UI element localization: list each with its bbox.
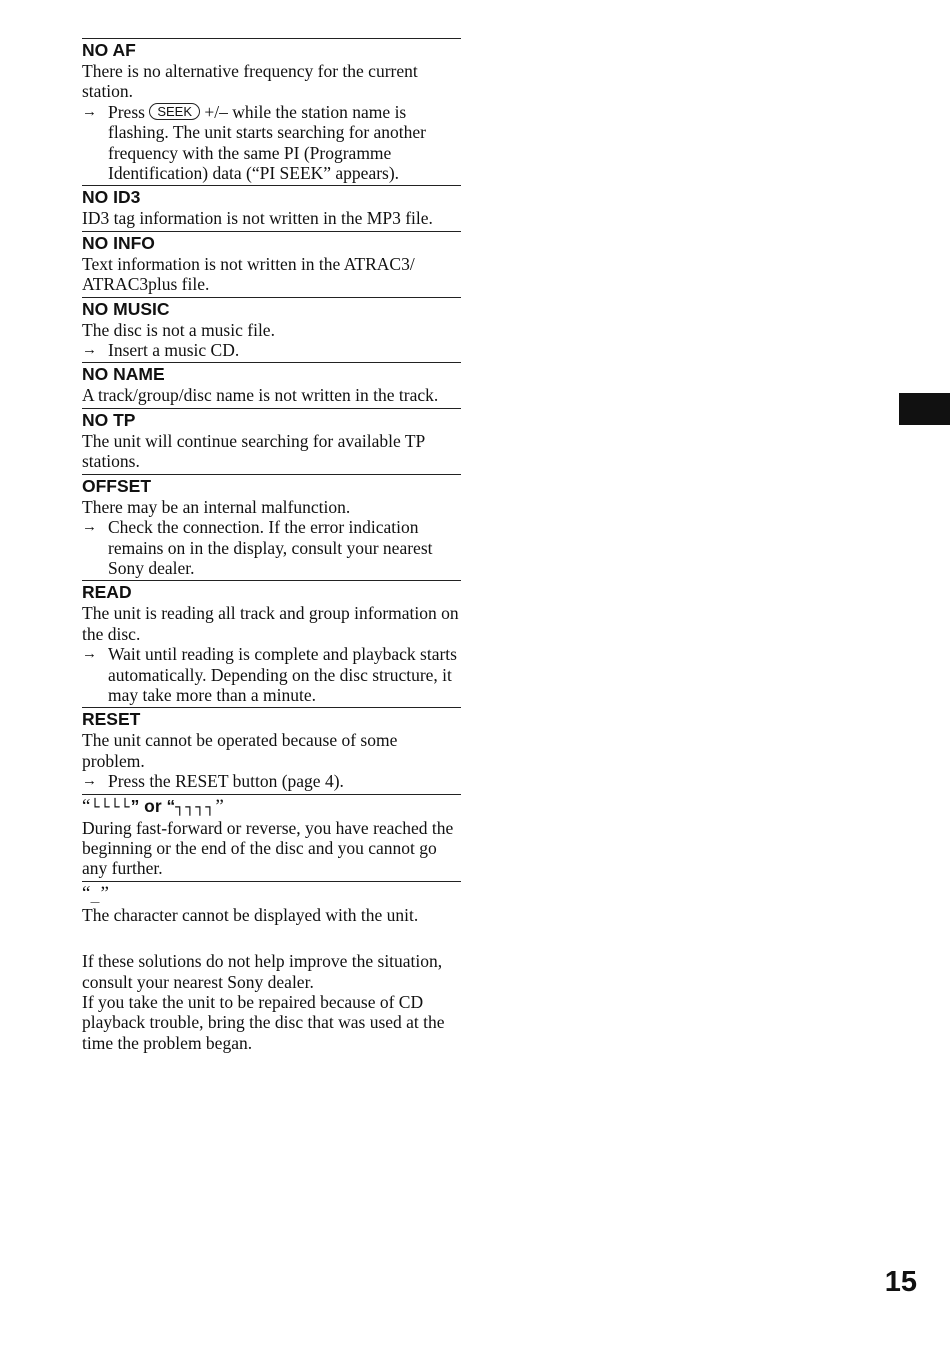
entry-read xyxy=(82,580,461,707)
quote-open: “ xyxy=(82,882,91,904)
quote-close: ” xyxy=(215,795,224,817)
remedy-text: +/– while the station name is flashing. The unit starts searching for another frequency with the same PI (Programme Identification) data (“PI SEEK” appears). xyxy=(108,101,426,184)
entry-description: The unit will continue searching for available TP stations. xyxy=(82,430,425,472)
heading-connector: ” or “ xyxy=(130,795,176,816)
section-tab-marker xyxy=(899,393,950,425)
entry-description: The disc is not a music file. xyxy=(82,319,275,340)
quote-open: “ xyxy=(82,795,91,817)
remedy-text: Insert a music CD. xyxy=(108,340,240,361)
remedy-text: Press the RESET button (page 4). xyxy=(108,771,344,792)
entry-no-af xyxy=(82,38,461,185)
entry-heading: NO ID3 xyxy=(82,187,141,208)
segment-display-glyphs: _ xyxy=(90,884,101,903)
entry-description: During fast-forward or reverse, you have reached the beginning or the end of the disc and you cannot go any further. xyxy=(82,817,454,879)
entry-heading xyxy=(82,883,461,905)
arrow-right-icon: → xyxy=(82,646,97,663)
entry-heading: NO NAME xyxy=(82,364,165,385)
troubleshooting-list xyxy=(82,38,461,1053)
entry-undisplayable-character xyxy=(82,881,461,927)
remedy-text: Press xyxy=(108,101,150,122)
seek-key-label: SEEK xyxy=(149,103,200,120)
entry-description: ID3 tag information is not written in the MP3 file. xyxy=(82,208,433,229)
segment-display-glyphs: ┐┐┐┐ xyxy=(175,797,216,816)
remedy-text: Check the connection. If the error indication remains on in the display, consult your nearest Sony dealer. xyxy=(108,517,433,578)
entry-description: Text information is not written in the ATRAC3/ ATRAC3plus file. xyxy=(82,253,415,295)
entry-remedy xyxy=(82,340,461,360)
entry-remedy xyxy=(82,517,461,578)
entry-heading: READ xyxy=(82,582,132,603)
entry-end-of-disc xyxy=(82,794,461,881)
footer-paragraph: If these solutions do not help improve the situation, consult your nearest Sony dealer. xyxy=(82,951,443,992)
entry-description: The unit is reading all track and group information on the disc. xyxy=(82,603,459,644)
entry-remedy xyxy=(82,644,461,705)
footer-paragraph: If you take the unit to be repaired because of CD playback trouble, bring the disc that was used at the time the problem began. xyxy=(82,992,445,1053)
entry-heading xyxy=(82,796,461,818)
arrow-right-icon: → xyxy=(82,773,97,790)
entry-no-music xyxy=(82,297,461,363)
entry-no-tp xyxy=(82,408,461,474)
entry-heading: OFFSET xyxy=(82,475,152,496)
entry-heading: NO AF xyxy=(82,40,136,60)
entry-remedy xyxy=(82,102,461,184)
entry-description: A track/group/disc name is not written in the track. xyxy=(82,385,439,406)
entry-reset xyxy=(82,707,461,793)
entry-no-name xyxy=(82,362,461,407)
entry-description: The character cannot be displayed with the unit. xyxy=(82,904,419,925)
arrow-right-icon: → xyxy=(82,519,97,536)
remedy-text: Wait until reading is complete and playback starts automatically. Depending on the disc structure, it may take more than a minute. xyxy=(108,644,457,705)
entry-description: There is no alternative frequency for the current station. xyxy=(82,61,418,102)
quote-close: ” xyxy=(100,882,109,904)
entry-heading: NO MUSIC xyxy=(82,298,170,319)
page-number: 15 xyxy=(884,1266,917,1298)
entry-no-id3 xyxy=(82,185,461,230)
segment-display-glyphs: └└└└ xyxy=(90,797,131,816)
arrow-right-icon: → xyxy=(82,103,97,120)
entry-heading: NO INFO xyxy=(82,232,155,253)
entry-remedy xyxy=(82,771,461,791)
entry-description: There may be an internal malfunction. xyxy=(82,496,351,517)
entry-offset xyxy=(82,474,461,581)
entry-heading: NO TP xyxy=(82,409,136,430)
entry-no-info xyxy=(82,231,461,297)
entry-heading: RESET xyxy=(82,709,141,730)
arrow-right-icon: → xyxy=(82,342,97,359)
entry-description: The unit cannot be operated because of some problem. xyxy=(82,730,398,771)
footer-note xyxy=(82,951,461,1053)
